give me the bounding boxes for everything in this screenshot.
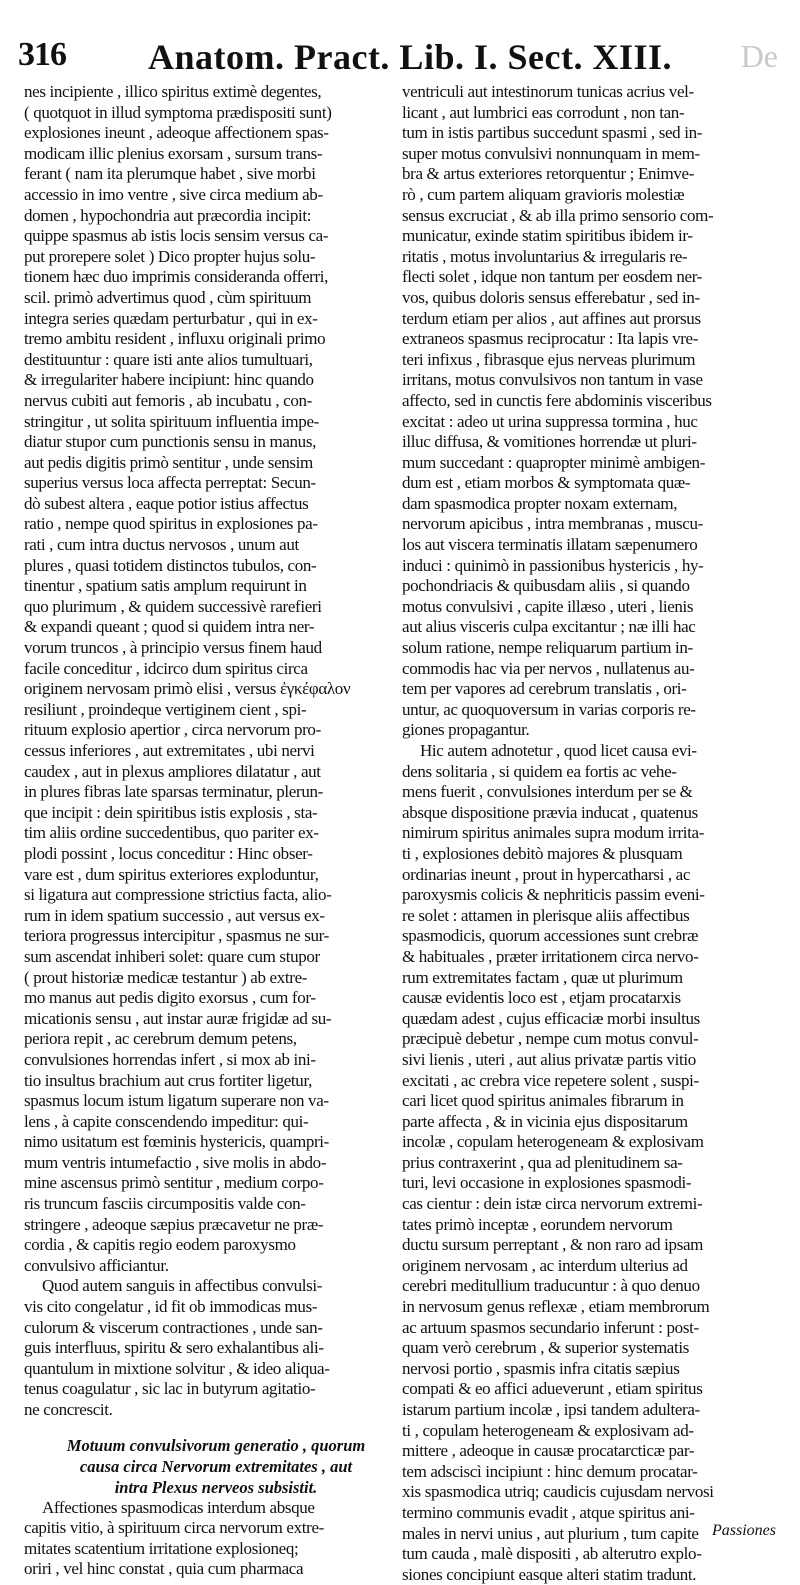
text-line: tim aliis ordine succedentibus, quo pariter ex- <box>24 823 319 843</box>
text-line: & irregulariter habere incipiunt: hinc quando <box>24 370 314 390</box>
text-line: spasmodicis, quorum accessiones sunt crebræ <box>402 926 699 946</box>
text-line: destituuntur : quare isti ante alios tumultuari, <box>24 349 313 369</box>
text-line: parte affecta , & in vicinia ejus dispositarum <box>402 1111 688 1131</box>
text-line: si ligatura aut compressione strictius facta, alio- <box>24 885 332 905</box>
page-number: 316 <box>18 36 66 73</box>
running-title: Anatom. Pract. Lib. I. Sect. XIII. <box>148 37 672 77</box>
text-line: rum extremitates factam , quæ ut plurimum <box>402 967 683 987</box>
text-line: dens solitaria , si quidem ea fortis ac vehe- <box>402 761 677 781</box>
text-line: integra series quædam perturbatur , qui in ex- <box>24 308 318 328</box>
text-line: untur, ac quoquoversum in varias corporis re- <box>402 699 696 719</box>
text-line: nervosi portio , spasmis infra citatis sæpius <box>402 1358 680 1378</box>
text-line: caudex , aut in plexus ampliores dilatatur , aut <box>24 761 321 781</box>
text-line: dam spasmodica propter noxam externam, <box>402 493 678 513</box>
text-line: modicam illic plenius exorsam , sursum trans- <box>24 143 323 163</box>
text-line: absque dispositione prævia inducat , quatenus <box>402 802 698 822</box>
text-line: nimo usitatum est fœminis hystericis, quampri- <box>24 1132 329 1152</box>
text-line: rati , cum intra ductus nervosos , unum aut <box>24 535 299 555</box>
text-line: mens fuerit , convulsiones interdum per se & <box>402 782 693 802</box>
text-line: originem nervosam , ac interdum ulterius ad <box>402 1255 688 1275</box>
text-line: re solet : attamen in plerisque aliis affectibus <box>402 905 690 925</box>
text-line: los aut viscera terminatis illatam sæpenumero <box>402 535 698 555</box>
text-line: tum in istis partibus succedunt spasmi , sed in- <box>402 123 703 143</box>
text-line: ventriculi aut intestinorum tunicas acrius vel- <box>402 82 694 101</box>
text-line: mine ascensus primò sentitur , medium corpo- <box>24 1173 324 1193</box>
text-line: scil. primò advertimus quod , cùm spirituum <box>24 287 312 307</box>
text-line: vos, quibus doloris sensus efferebatur , sed in- <box>402 287 700 307</box>
left-column <box>24 82 408 1580</box>
text-line: tum cauda , malè dispositi , ab alterutro explo- <box>402 1544 702 1564</box>
text-line: stringere , adeoque sæpius præcavetur ne præ- <box>24 1214 324 1234</box>
text-line: super motus convulsivi nonnunquam in mem- <box>402 143 700 163</box>
text-line: domen , hypochondria aut præcordia incipit: <box>24 205 312 225</box>
text-line: tio insultus brachium aut crus fortiter ligetur, <box>24 1070 312 1090</box>
text-line: micationis sensu , aut instar auræ frigidæ ad su- <box>24 1008 332 1028</box>
text-line: nervorum apicibus , intra membranas , muscu- <box>402 514 703 534</box>
text-line: convulsiones horrendas infert , si mox ab ini- <box>24 1049 316 1069</box>
text-line: excitat : adeo ut urina suppressa tormina , huc <box>402 411 698 431</box>
text-line: turi, levi occasione in explosiones spasmodi- <box>402 1173 692 1193</box>
heading-line: Motuum convulsivorum generatio , quorum <box>66 1435 366 1455</box>
catchword: Passiones <box>712 1522 776 1539</box>
text-line: Hic autem adnotetur , quod licet causa evi- <box>420 741 697 760</box>
text-line: sivi lienis , uteri , aut alius privatæ partis vitio <box>402 1049 696 1069</box>
text-line: guis interfluus, spiritu & sero exhalantibus ali- <box>24 1338 324 1358</box>
text-line: siones concipiunt easque alteri statim tradunt. <box>402 1564 697 1584</box>
text-line: mo manus aut pedis digito exorsus , cum for- <box>24 988 316 1008</box>
text-line: nes incipiente , illico spiritus extimè degentes, <box>24 82 322 101</box>
text-line: ac artuum spasmos secundario inferunt : post- <box>402 1317 699 1337</box>
text-line: ferant ( nam ita plerumque habet , sive morbi <box>24 164 316 184</box>
text-line: Affectiones spasmodicas interdum absque <box>42 1497 315 1517</box>
heading-line: intra Plexus nerveos subsistit. <box>114 1477 318 1497</box>
right-paragraph-1 <box>402 82 778 741</box>
text-line: induci : quinimò in passionibus hystericis , hy- <box>402 555 704 575</box>
text-line: ritatis , motus involuntarius & irregularis re- <box>402 246 688 266</box>
text-line: culorum & viscerum contractiones , unde san- <box>24 1317 323 1337</box>
text-line: tem per vapores ad cerebrum translatis , ori- <box>402 679 687 699</box>
left-paragraph-1 <box>24 82 408 1276</box>
text-line: flecti solet , idque non tantum per eosdem ner- <box>402 267 702 287</box>
text-line: rò , cum partem aliquam gravioris molestiæ <box>402 184 685 204</box>
text-line: causæ evidentis loco est , etjam procatarxis <box>402 988 681 1008</box>
text-line: municatur, exinde statim spiritibus ibidem ir- <box>402 226 693 246</box>
text-line: explosiones ineunt , adeoque affectionem spas- <box>24 123 329 143</box>
text-line: ductu sursum perreptant , & non raro ad ipsam <box>402 1235 704 1255</box>
text-line: compati & eo affici adueverunt , etiam spiritus <box>402 1379 703 1399</box>
text-line: teriora progressus intercipitur , spasmus ne sur- <box>24 926 329 946</box>
text-line: plodi possint , locus conceditur : Hinc obser- <box>24 843 313 863</box>
text-line: spasmus locum istum ligatum superare non va- <box>24 1091 329 1111</box>
text-line: accessio in imo ventre , sive circa medium ab- <box>24 184 323 204</box>
heading-line: causa circa Nervorum extremitates , aut <box>79 1456 353 1476</box>
text-line: tremo ambitu resident , influxu originali primo <box>24 329 326 349</box>
text-line: sensus excruciat , & ab illa primo sensorio com- <box>402 205 714 225</box>
text-line: superius versus loca affecta perreptat: Secun- <box>24 473 316 493</box>
text-line: quippe spasmus ab istis locis sensim versus ca- <box>24 226 329 246</box>
text-line: ti , copulam heterogeneam & explosivam ad- <box>402 1420 694 1440</box>
text-line: motus convulsivi , capite illæso , uteri , lienis <box>402 596 694 616</box>
text-line: cari licet quod spiritus animales fibrarum in <box>402 1091 684 1111</box>
text-line: cerebri meditullium traducuntur : à quo denuo <box>402 1276 700 1296</box>
text-line: extraneos spasmus reciprocatur : Ita lapis vre- <box>402 329 699 349</box>
text-line: ratio , nempe quod spiritus in explosiones pa- <box>24 514 318 534</box>
text-line: sum ascendat inhiberi solet: quare cum stupor <box>24 946 320 966</box>
text-line: rituum explosio apertior , circa nervorum pro- <box>24 720 321 740</box>
text-line: teri infixus , fibrasque ejus nerveas plurimum <box>402 349 696 369</box>
text-line: ris truncum fasciis circumpositis valde con- <box>24 1194 306 1214</box>
right-column <box>402 82 778 1585</box>
text-line: cas cientur : dein istæ circa nervorum extremi- <box>402 1194 703 1214</box>
text-line: ti , explosiones debitò majores & plusquam <box>402 843 683 863</box>
text-line: illuc diffusa, & vomitiones horrendæ ut pluri- <box>402 432 697 452</box>
text-line: dò subest altera , eaque potior istius affectus <box>24 493 309 513</box>
text-line: quædam adest , cujus efficaciæ morbi insultus <box>402 1008 700 1028</box>
text-line: capitis vitio, à spirituum circa nervorum extre- <box>24 1518 324 1538</box>
bleed-through-text: De <box>740 38 778 74</box>
text-line: ordinarias ineunt , prout in hypercatharsi , ac <box>402 864 691 884</box>
text-line: vare est , dum spiritus exteriores exploduntur, <box>24 864 319 884</box>
text-line: quam verò cerebrum , & superior systematis <box>402 1338 689 1358</box>
text-line: lens , à capite conscendendo impeditur: qui- <box>24 1111 309 1131</box>
text-line: quo plurimum , & quidem successivè rarefieri <box>24 596 322 616</box>
text-line: istarum partium incolæ , ipsi tandem adultera- <box>402 1400 700 1419</box>
text-line: diatur stupor cum punctionis sensu in manus, <box>24 432 316 452</box>
left-paragraph-3 <box>24 1498 408 1580</box>
text-line: ne concrescit. <box>24 1400 113 1419</box>
text-line: bra & artus exteriores retorquentur ; Enimve- <box>402 164 695 184</box>
text-line: dum est , etiam morbos & symptomata quæ- <box>402 473 691 493</box>
text-line: tates primò inceptæ , eorundem nervorum <box>402 1214 673 1234</box>
text-line: mum succedant : quapropter minimè ambigen- <box>402 452 706 472</box>
text-line: aut pedis digitis primò sentitur , unde sensim <box>24 452 313 472</box>
text-line: plures , quasi totidem distinctos tubulos, con- <box>24 555 317 575</box>
text-line: mittere , adeoque in causæ procatarcticæ par- <box>402 1441 695 1461</box>
text-line: tionem hæc duo imprimis consideranda offerri, <box>24 267 329 287</box>
text-line: irritans, motus convulsivos non tantum in vase <box>402 370 703 390</box>
text-line: stringitur , ut solita spirituum influentia impe- <box>24 411 319 431</box>
text-line: oriri , vel hinc constat , quia cum pharmaca <box>24 1559 304 1579</box>
text-line: rum in idem spatium successio , aut versus ex- <box>24 905 325 925</box>
page-header <box>18 36 778 86</box>
text-line: que incipit : dein spiritibus istis explosis , sta- <box>24 802 318 822</box>
text-line: giones propagantur. <box>402 720 530 740</box>
text-line: & expandi queant ; quod si quidem intra ner- <box>24 617 315 637</box>
text-line: cessus inferiores , aut extremitates , ubi nervi <box>24 741 315 760</box>
text-line: in plures fibras late sparsas terminatur, plerun- <box>24 782 323 802</box>
text-line: ( prout historiæ medicæ testantur ) ab extre- <box>24 967 308 987</box>
text-line: termino communis evadit , atque spiritus ani- <box>402 1502 695 1522</box>
text-line: solum ratione, nempe reliquarum partium in- <box>402 638 693 658</box>
text-line: facile conceditur , idcirco dum spiritus circa <box>24 658 308 678</box>
text-line: nimirum spiritus animales supra modum irrita- <box>402 823 705 843</box>
text-line: males in nervi unius , aut plurium , tum capite <box>402 1523 699 1543</box>
text-line: vis cito congelatur , id fit ob immodicas mus- <box>24 1297 318 1317</box>
text-line: convulsivo afficiantur. <box>24 1255 169 1275</box>
text-line: in nervosum genus reflexæ , etiam membrorum <box>402 1297 710 1317</box>
text-line: Quod autem sanguis in affectibus convulsi- <box>42 1276 323 1296</box>
text-line: tinentur , spatium satis amplum requirunt in <box>24 576 307 596</box>
spacer <box>24 1421 408 1435</box>
text-line: vorum truncos , à principio versus finem haud <box>24 638 322 658</box>
right-paragraph-2 <box>402 741 778 1585</box>
text-line: terdum etiam per alios , aut affines aut prorsus <box>402 308 701 328</box>
text-line: excitati , ac crebra vice repetere solent , suspi- <box>402 1070 699 1090</box>
text-line: pochondriacis & quibusdam aliis , si quando <box>402 576 690 596</box>
text-line: xis spasmodica utriq; caudicis cujusdam nervosi <box>402 1482 714 1502</box>
text-line: nervus cubiti aut femoris , ab incubatu , con- <box>24 390 312 410</box>
text-line: tenus coagulatur , sic lac in butyrum agitatio- <box>24 1379 316 1399</box>
text-line: paroxysmis colicis & nephriticis passim eveni- <box>402 885 705 905</box>
text-line: cordia , & capitis regio eodem paroxysmo <box>24 1235 296 1255</box>
text-line: aut alius visceris culpa excitantur ; næ illi hac <box>402 617 696 637</box>
text-line: & habituales , præter irritationem circa nervo- <box>402 946 699 966</box>
text-line: originem nervosam primò elisi , versus ἐγκέφαλον <box>24 679 351 699</box>
text-line: mitates scatentium irritatione explosioneq; <box>24 1538 299 1558</box>
text-line: tem adsciscì incipiunt : hinc demum procatar- <box>402 1461 698 1481</box>
section-heading <box>24 1435 408 1498</box>
text-line: ( quotquot in illud symptoma prædispositi sunt) <box>24 102 332 122</box>
text-line: quantulum in mixtione solvitur , & ideo aliqua- <box>24 1358 330 1378</box>
text-line: prius contraxerint , qua ad plenitudinem sa- <box>402 1152 683 1172</box>
text-line: incolæ , copulam heterogeneam & explosivam <box>402 1132 704 1152</box>
text-line: mum ventris intumefactio , sive molis in abdo- <box>24 1152 327 1172</box>
text-line: periora repit , ac cerebrum demum petens, <box>24 1029 297 1049</box>
left-paragraph-2 <box>24 1276 408 1420</box>
text-line: præcipuè debetur , nempe cum motus convul- <box>402 1029 699 1049</box>
text-line: licant , aut lumbrici eas corrodunt , non tan- <box>402 102 685 122</box>
text-line: put prorepere solet ) Dico propter hujus solu- <box>24 246 316 266</box>
text-line: commodis hac via per nervos , nullatenus au- <box>402 658 695 678</box>
text-line: resiliunt , proindeque vertiginem cient , spi- <box>24 699 307 719</box>
text-line: affecto, sed in cunctis fere abdominis visceribus <box>402 390 712 410</box>
